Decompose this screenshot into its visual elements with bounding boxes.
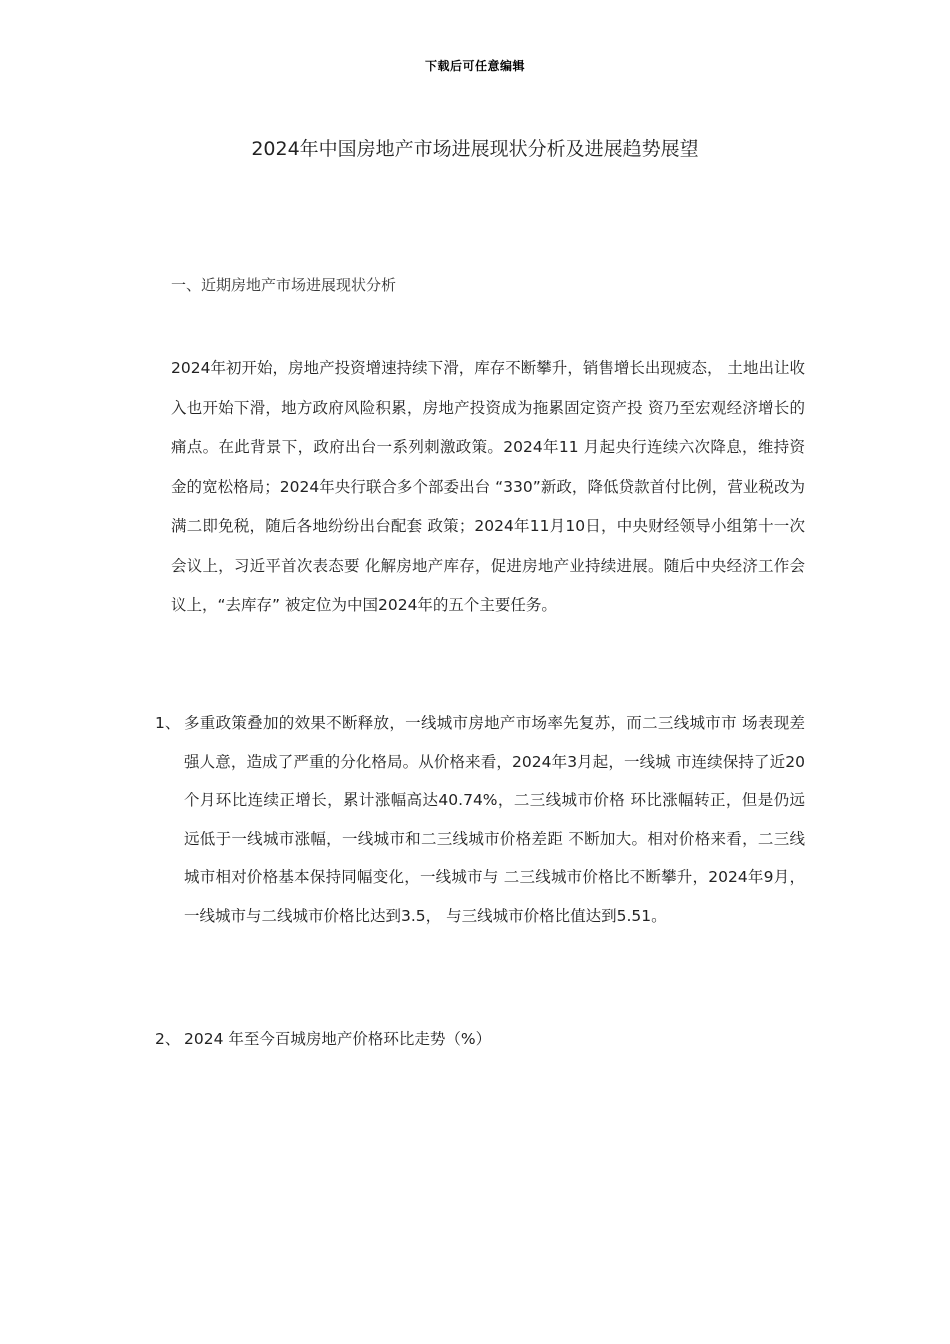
list-item-text: 2024 年至今百城房地产价格环比走势（%） [184,1030,492,1048]
list-item-number: 1、 [155,714,181,732]
list-item-text: 多重政策叠加的效果不断释放，一线城市房地产市场率先复苏，而二三线城市市 场表现差强人意，造成了严重的分化格局。从价格来看，2024年3月起，一线城 市连续保持了近20个月环比连续正增长，累计涨幅高达40.74%，二三线城市价格 环比涨幅转正，但是仍远远低于一线城市涨幅，一线城市和二三线城市价格差距 不断加大。相对价格来看，二三线城市相对价格基本保持同幅变化，一线城市与 二三线城市价格比不断攀升，2024年9月，一线城市与二线城市价格比达到3.5， 与三线城市价格比值达到5.51。 [184,714,805,925]
list-item [155,704,805,935]
download-note: 下载后可任意编辑 [424,59,525,73]
section-heading: 一、近期房地产市场进展现状分析 [171,276,397,294]
list-item [155,1020,805,1059]
intro-paragraph: 2024年初开始，房地产投资增速持续下滑，库存不断攀升，销售增长出现疲态， 土地出让收入也开始下滑，地方政府风险积累，房地产投资成为拖累固定资产投 资乃至宏观经济增长的痛点。在此背景下，政府出台一系列刺激政策。2024年11 月起央行连续六次降息，维持资金的宽松格局；2024年央行联合多个部委出台 “330”新政，降低贷款首付比例，营业税改为满二即免税，随后各地纷纷出台配套 政策；2024年11月10日，中央财经领导小组第十一次会议上，习近平首次表态要 化解房地产库存，促进房地产业持续进展。随后中央经济工作会议上，“去库存” 被定位为中国2024年的五个主要任务。 [171,359,805,614]
list-item-number: 2、 [155,1030,181,1048]
document-title: 2024年中国房地产市场进展现状分析及进展趋势展望 [251,138,699,160]
